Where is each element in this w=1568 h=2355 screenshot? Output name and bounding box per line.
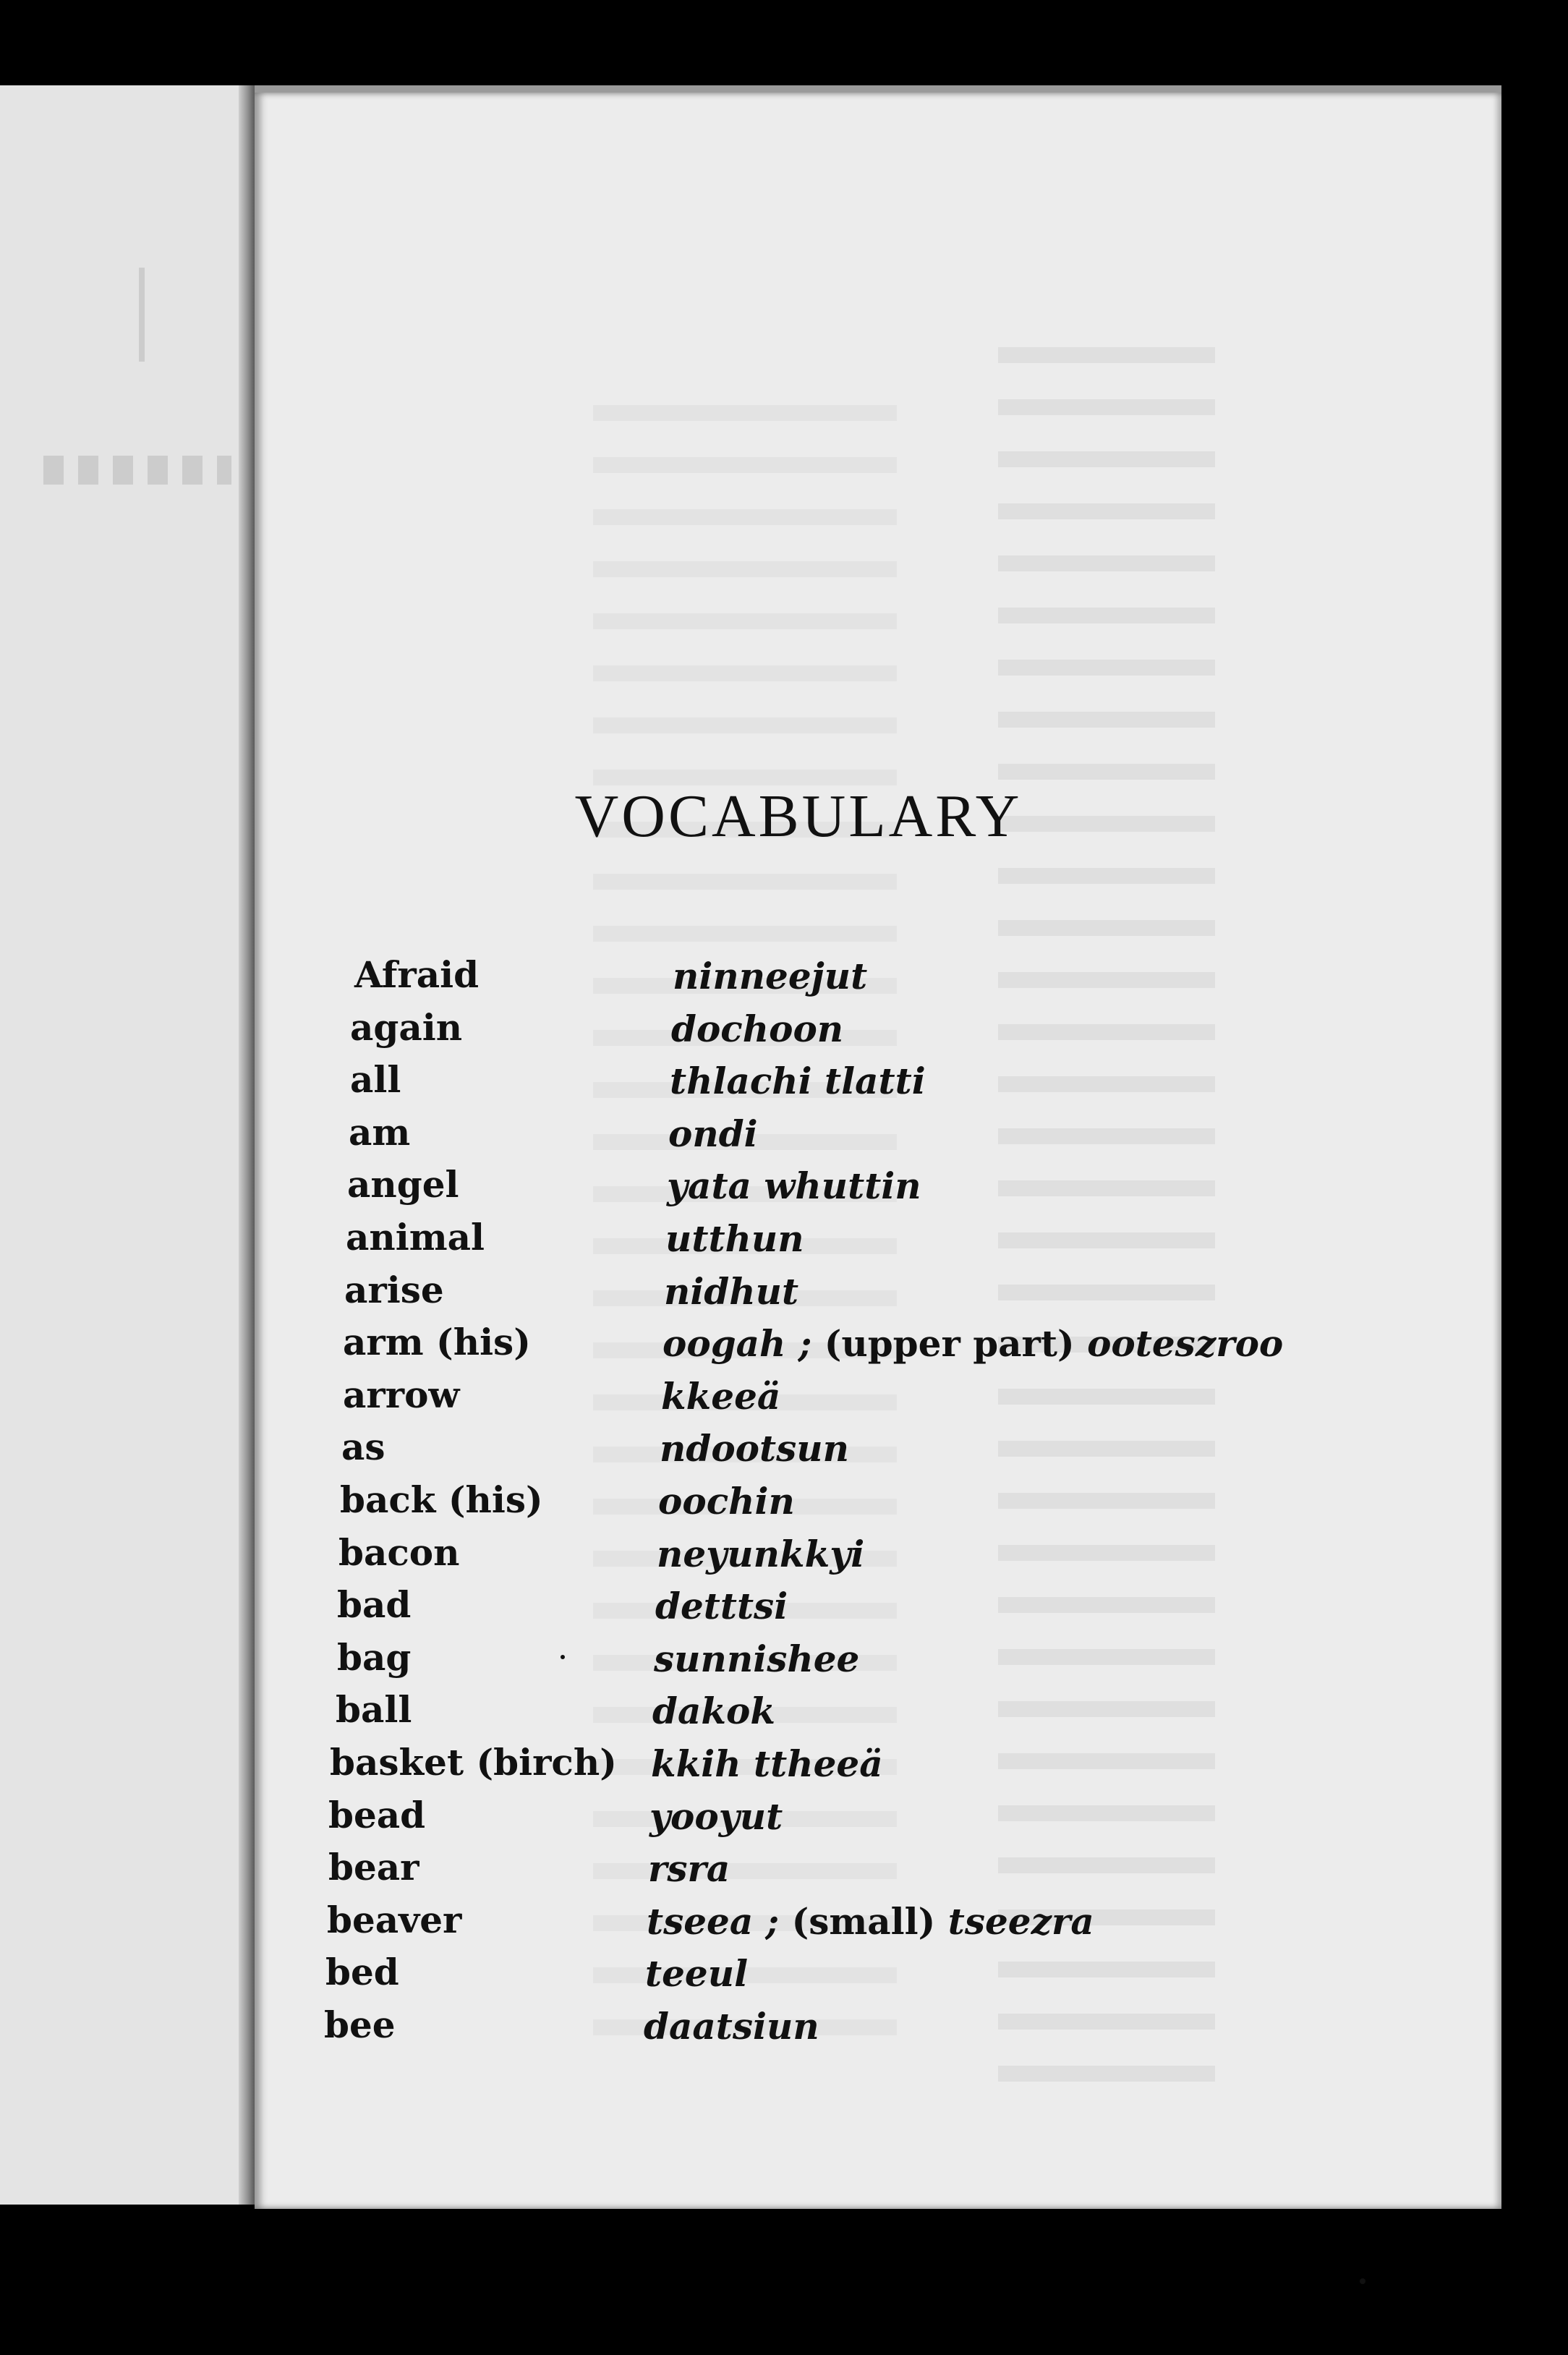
english-word: animal: [346, 1215, 485, 1259]
translation-word: dakok: [652, 1690, 775, 1733]
dust-speck: [1360, 2278, 1365, 2284]
english-word: bag: [337, 1635, 412, 1679]
translation-word: utthun: [665, 1217, 804, 1260]
english-word: again: [350, 1005, 463, 1049]
translation: [667, 1164, 921, 1207]
translation: [658, 1480, 795, 1523]
vocab-entry: [318, 1006, 1403, 1059]
english-word: bed: [325, 1951, 399, 1994]
translation-word: oochin: [658, 1479, 795, 1523]
translation-word: oogah ;: [662, 1322, 812, 1366]
vocab-entry: [318, 1688, 1403, 1741]
english-word: bad: [337, 1583, 412, 1627]
english-word: arm (his): [343, 1321, 531, 1364]
translation: [660, 1427, 849, 1470]
english-word: as: [341, 1426, 385, 1469]
english-word: arise: [344, 1268, 444, 1311]
translation-word: rsra: [648, 1847, 730, 1891]
translation-word: ndootsun: [660, 1427, 849, 1470]
translation-word: yata whuttin: [667, 1164, 921, 1208]
translation: [647, 1900, 1094, 1943]
translation: [648, 1847, 730, 1890]
translation: [657, 1533, 864, 1575]
english-word: bee: [324, 2003, 396, 2046]
translation-note: (upper part): [824, 1322, 1075, 1366]
vocab-entry: [318, 1058, 1403, 1111]
translation: [651, 1742, 883, 1785]
translation-word-alt: ooteszroo: [1087, 1322, 1284, 1366]
vocabulary-list: [318, 953, 1403, 2056]
vocab-entry: [318, 1794, 1403, 1847]
translation-word: kkeeä: [661, 1374, 781, 1418]
translation: [649, 1795, 783, 1838]
translation-note: (small): [791, 1899, 936, 1943]
translation: [645, 1952, 748, 1995]
english-word: beaver: [327, 1898, 462, 1941]
translation-word: thlachi tlatti: [670, 1060, 926, 1103]
vocab-entry: [318, 1741, 1403, 1794]
translation: [673, 955, 867, 997]
translation: [662, 1322, 1283, 1365]
vocab-entry: [318, 1583, 1403, 1636]
translation: [661, 1375, 780, 1418]
vocab-entry: [318, 1269, 1403, 1321]
vocab-entry: [318, 1531, 1403, 1584]
translation-word: yooyut: [649, 1794, 783, 1838]
vocab-entry: [318, 1374, 1403, 1426]
translation: [655, 1585, 788, 1627]
vocab-entry: [318, 1321, 1403, 1374]
translation: [664, 1270, 798, 1313]
translation: [654, 1638, 859, 1680]
translation: [652, 1690, 775, 1732]
translation: [671, 1008, 843, 1050]
english-word: ball: [336, 1688, 412, 1732]
english-word: back (his): [340, 1478, 543, 1521]
book-gutter: [239, 85, 255, 2205]
english-word: all: [350, 1058, 401, 1102]
vocab-entry: [318, 1426, 1403, 1478]
vocab-entry: [318, 1163, 1403, 1216]
translation-word: ninneejut: [673, 955, 868, 997]
translation-word: daatsiun: [644, 2004, 819, 2048]
vocab-entry: [318, 1846, 1403, 1899]
english-word: bear: [328, 1846, 419, 1889]
translation-word: detttsi: [655, 1585, 788, 1628]
english-word: bacon: [338, 1530, 460, 1574]
translation: [668, 1112, 758, 1155]
translation: [665, 1217, 804, 1260]
translation-word: ondi: [668, 1112, 758, 1155]
english-word: Afraid: [354, 953, 480, 996]
translation-word: sunnishee: [654, 1637, 860, 1680]
vocab-entry: [318, 1951, 1403, 2003]
translation-word: tseea ;: [647, 1899, 780, 1943]
english-word: am: [349, 1110, 411, 1154]
vocab-entry: [318, 1636, 1403, 1689]
vocab-entry: [318, 953, 1403, 1006]
translation-word: nidhut: [664, 1269, 799, 1313]
translation: [670, 1060, 926, 1102]
english-word: bead: [328, 1793, 426, 1836]
vocab-entry: [318, 1899, 1403, 1951]
vocab-entry: [318, 2003, 1403, 2056]
translation-word: dochoon: [671, 1007, 844, 1050]
translation-word: neyunkkyi: [657, 1532, 865, 1575]
vocab-entry: [318, 1111, 1403, 1164]
dust-speck: [561, 1655, 565, 1659]
english-word: basket (birch): [330, 1740, 617, 1784]
translation-word: teeul: [645, 1952, 749, 1996]
translation-word-alt: tseezra: [947, 1899, 1094, 1943]
vocab-entry: [318, 1478, 1403, 1531]
facing-page-ghost-text: [14, 246, 231, 535]
vocab-entry: [318, 1216, 1403, 1269]
english-word: angel: [347, 1163, 459, 1206]
page-title: VOCABULARY: [574, 783, 1023, 850]
english-word: arrow: [343, 1373, 460, 1416]
translation-word: kkih ttheeä: [651, 1742, 883, 1785]
translation: [644, 2005, 819, 2048]
